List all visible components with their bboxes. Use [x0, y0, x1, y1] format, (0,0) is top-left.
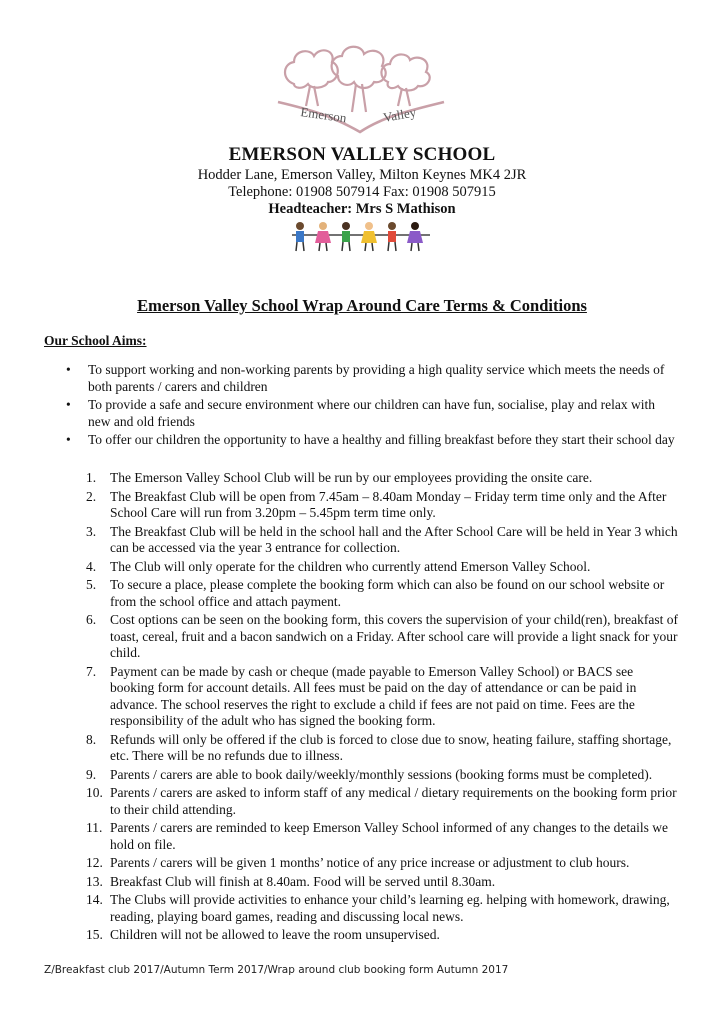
term-text: Refunds will only be offered if the club is forced to close due to snow, heating failure, staffing shortage, etc. There will be no refunds due to illness. [110, 731, 672, 763]
bullet-icon: • [66, 432, 71, 447]
terms-list-item: 10. Parents / carers are asked to inform staff of any medical / dietary requirements on the booking form prior to their child attending. [86, 785, 677, 817]
terms-list [86, 470, 680, 946]
terms-list-item: 9. Parents / carers are able to book daily/weekly/monthly sessions (booking forms must be completed). [86, 766, 653, 782]
term-text: Parents / carers are asked to inform staff of any medical / dietary requirements on the booking form prior to their child attending. [110, 785, 677, 817]
term-text: To secure a place, please complete the booking form which can also be found on our school website or from the school office and attach payment. [110, 577, 665, 609]
child-figure-2 [315, 222, 331, 251]
terms-list-item: 4. The Club will only operate for the children who currently attend Emerson Valley School. [86, 558, 591, 574]
children-holding-hands-image [288, 220, 434, 254]
aims-heading: Our School Aims: [44, 333, 147, 348]
school-phone-fax: Telephone: 01908 507914 Fax: 01908 507915 [228, 184, 496, 200]
aims-item-text: To provide a safe and secure environment where our children can have fun, socialise, play and relax with new and old friends [88, 397, 655, 429]
logo-text-emerson: Emerson [299, 104, 348, 126]
logo-text-valley: Valley [381, 104, 418, 125]
term-text: Payment can be made by cash or cheque (made payable to Emerson Valley School) or BACS see booking form for account details. All fees must be paid on the day of attendance or can be paid in advance. The school reserves the right to exclude a child if fees are not paid on time. Fees are the responsibility of the adult who has signed the booking form. [110, 663, 637, 728]
aims-list-item [66, 397, 678, 430]
term-text: The Clubs will provide activities to enhance your child’s learning eg. helping with homework, drawing, reading, playing board games, reading and discussing local news. [110, 892, 670, 924]
aims-item-text: To support working and non-working parents by providing a high quality service which meets the needs of both parents / carers and children [88, 362, 665, 394]
children-figures [288, 220, 434, 254]
term-text: Parents / carers are able to book daily/weekly/monthly sessions (booking forms must be completed). [110, 766, 653, 782]
aims-list [66, 362, 678, 451]
term-text: Parents / carers will be given 1 months’ notice of any price increase or adjustment to club hours. [110, 855, 630, 870]
term-text: The Emerson Valley School Club will be run by our employees providing the onsite care. [110, 470, 593, 485]
bullet-icon: • [66, 362, 71, 377]
term-text: Children will not be allowed to leave the room unsupervised. [110, 927, 440, 942]
term-text: Cost options can be seen on the booking form, this covers the supervision of your child(ren), breakfast of toast, cereal, fruit and a bacon sandwich on a Friday. After school care will provide a light snack for your child. [110, 612, 678, 660]
term-text: Breakfast Club will finish at 8.40am. Food will be served until 8.30am. [110, 873, 496, 889]
school-name: EMERSON VALLEY SCHOOL [228, 144, 496, 165]
aims-list-item [66, 432, 678, 449]
child-figure-1 [296, 222, 304, 251]
terms-list-item: 5. To secure a place, please complete the booking form which can also be found on our school website or from the school office and attach payment. [86, 577, 665, 609]
child-figure-3 [342, 222, 350, 251]
terms-list-item: 1. The Emerson Valley School Club will be run by our employees providing the onsite care. [86, 470, 593, 485]
terms-list-item: 13. Breakfast Club will finish at 8.40am. Food will be served until 8.30am. [86, 873, 496, 889]
aims-item-text: To offer our children the opportunity to have a healthy and filling breakfast before they start their school day [88, 432, 675, 447]
aims-list-item [66, 362, 678, 395]
document-title: Emerson Valley School Wrap Around Care Terms & Conditions [137, 296, 587, 315]
bullet-icon: • [66, 397, 71, 412]
terms-list-item: 12. Parents / carers will be given 1 months’ notice of any price increase or adjustment to club hours. [86, 855, 630, 870]
file-path-footer: Z/Breakfast club 2017/Autumn Term 2017/Wrap around club booking form Autumn 2017 [44, 964, 509, 976]
child-figure-4 [361, 222, 377, 251]
terms-list-item: 14. The Clubs will provide activities to enhance your child’s learning eg. helping with homework, drawing, reading, playing board games, reading and discussing local news. [86, 892, 670, 924]
term-text: The Breakfast Club will be open from 7.45am – 8.40am Monday – Friday term time only and the After School Care will run from 3.20pm – 5.45pm term time only. [110, 488, 667, 520]
term-text: The Club will only operate for the children who currently attend Emerson Valley School. [110, 558, 591, 574]
terms-list-item: 2. The Breakfast Club will be open from 7.45am – 8.40am Monday – Friday term time only and the After School Care will run from 3.20pm – 5.45pm term time only. [86, 488, 667, 520]
school-logo-graphic [272, 36, 448, 136]
terms-list-item: 3. The Breakfast Club will be held in the school hall and the After School Care will be held in Year 3 which can be accessed via the year 3 entrance for collection. [86, 523, 678, 555]
child-figure-5 [388, 222, 396, 251]
school-address: Hodder Lane, Emerson Valley, Milton Keynes MK4 2JR [197, 167, 527, 183]
term-text: Parents / carers are reminded to keep Emerson Valley School informed of any changes to the details we hold on file. [110, 820, 668, 852]
terms-list-item: 11. Parents / carers are reminded to keep Emerson Valley School informed of any changes to the details we hold on file. [86, 820, 668, 852]
child-figure-6 [407, 222, 423, 251]
terms-list-item: 8. Refunds will only be offered if the club is forced to close due to snow, heating failure, staffing shortage, etc. There will be no refunds due to illness. [86, 731, 672, 763]
term-text: The Breakfast Club will be held in the school hall and the After School Care will be held in Year 3 which can be accessed via the year 3 entrance for collection. [110, 523, 678, 555]
terms-list-item: 6. Cost options can be seen on the booking form, this covers the supervision of your child(ren), breakfast of toast, cereal, fruit and a bacon sandwich on a Friday. After school care will provide a light snack for your child. [86, 612, 678, 660]
school-logo [272, 36, 448, 136]
headteacher-line: Headteacher: Mrs S Mathison [268, 201, 456, 217]
terms-list-item: 15. Children will not be allowed to leave the room unsupervised. [86, 927, 440, 942]
terms-list-item: 7. Payment can be made by cash or cheque (made payable to Emerson Valley School) or BACS see booking form for account details. All fees must be paid on the day of attendance or can be paid in advance. The school reserves the right to exclude a child if fees are not paid on time. Fees are the responsibility of the adult who has signed the booking form. [86, 663, 637, 728]
